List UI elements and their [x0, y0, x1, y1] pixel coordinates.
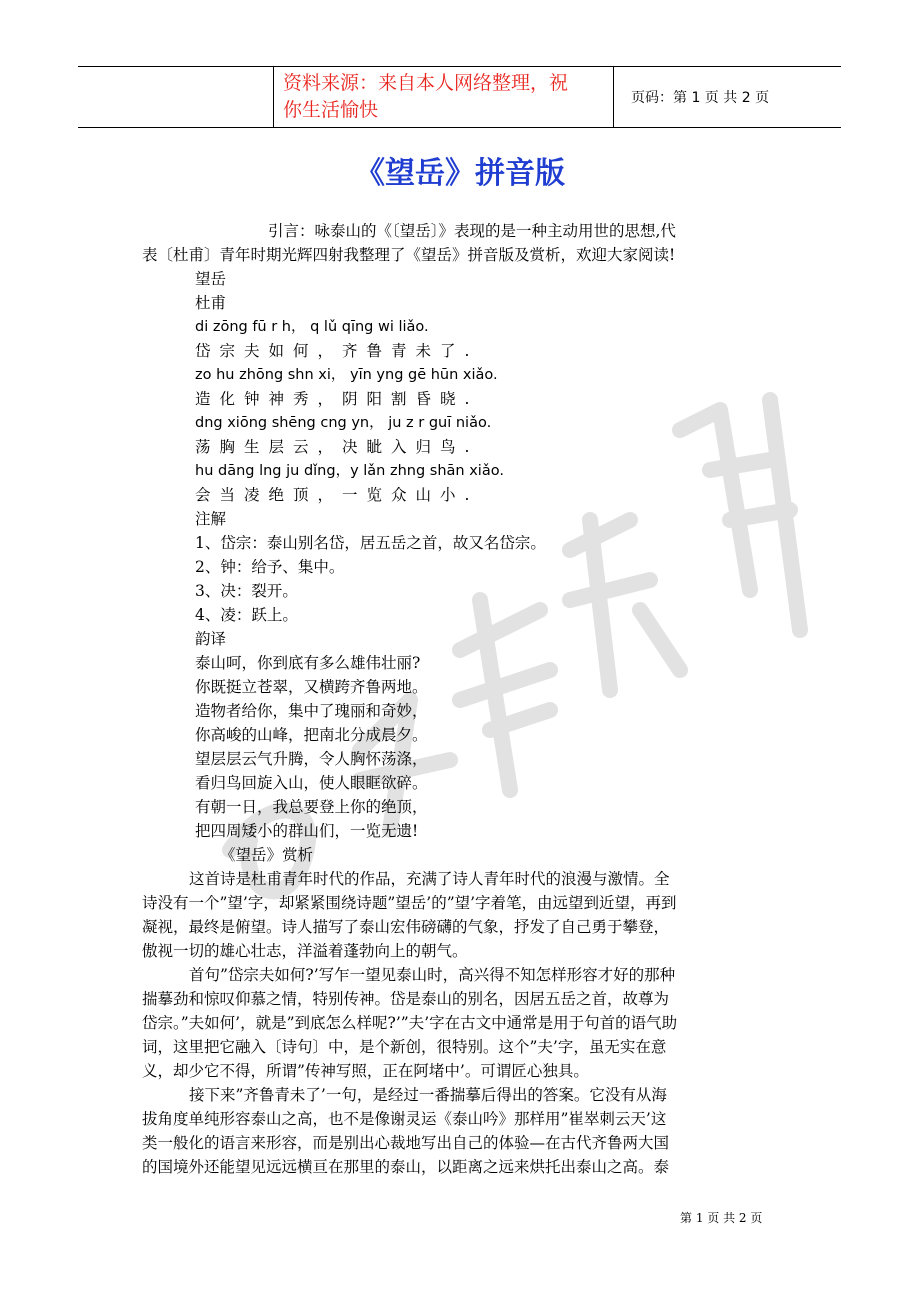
translation-line-6: 看归鸟回旋入山，使人眼眶欲碎。: [195, 774, 428, 792]
notes-heading: 注解: [195, 510, 227, 528]
translation-line-5: 望层层云气升腾，令人胸怀荡涤，: [195, 750, 428, 768]
appreciation-p2-line: 揣摹劲和惊叹仰慕之情，特别传神。岱是泰山的别名，因居五岳之首，故尊为: [142, 990, 670, 1008]
note-item-3: 3、决：裂开。: [195, 582, 298, 600]
note-item-1: 1、岱宗：泰山别名岱，居五岳之首，故又名岱宗。: [195, 534, 546, 552]
appreciation-p3-line: 类一般化的语言来形容，而是别出心裁地写出自己的体验—在古代齐鲁两大国: [142, 1134, 670, 1152]
note-item-2: 2、钟：给予、集中。: [195, 558, 345, 576]
translation-line-3: 造物者给你，集中了瑰丽和奇妙，: [195, 702, 428, 720]
page-title: 《望岳》拼音版: [355, 156, 565, 191]
appreciation-p1-line: 这首诗是杜甫青年时代的作品，充满了诗人青年时代的浪漫与激情。全: [189, 870, 670, 888]
poem-pinyin-1: di zōng fū r h， q lǔ qīng wi liǎo.: [195, 319, 429, 335]
header-source-line2: 你生活愉快: [283, 99, 379, 121]
translation-line-4: 你高峻的山峰，把南北分成晨夕。: [195, 726, 428, 744]
poem-pinyin-4: hu dāng lng ju dǐng，y lǎn zhng shān xiǎo.: [195, 463, 504, 479]
appreciation-p2-line: 义，却少它不得，所谓”传神写照，正在阿堵中’。可谓匠心独具。: [142, 1062, 589, 1080]
appreciation-paragraph-3: [142, 1083, 774, 1179]
note-item-4: 4、凌：跃上。: [195, 606, 298, 624]
appreciation-p1-line: 诗没有一个”望’字，却紧紧围绕诗题”望岳’的”望’字着笔，由远望到近望，再到: [142, 894, 677, 912]
appreciation-paragraph-1: [142, 867, 774, 963]
header-table: [78, 66, 841, 128]
appreciation-p2-line: 词，这里把它融入〔诗句〕中，是个新创，很特别。这个”夫’字，虽无实在意: [142, 1038, 667, 1056]
translation-line-8: 把四周矮小的群山们，一览无遗!: [195, 822, 419, 840]
appreciation-p3-line: 接下来”齐鲁青未了’一句，是经过一番揣摹后得出的答案。它没有从海: [189, 1086, 667, 1104]
translation-line-7: 有朝一日，我总要登上你的绝顶，: [195, 798, 428, 816]
page-footer: 第 1 页 共 2 页: [680, 1211, 763, 1225]
translation-heading: 韵译: [195, 630, 227, 648]
appreciation-p3-line: 的国境外还能望见远远横亘在那里的泰山，以距离之远来烘托出泰山之高。泰: [142, 1158, 670, 1176]
appreciation-p3-line: 拔角度单纯形容泰山之高，也不是像谢灵运《泰山吟》那样用”崔崒刺云天’这: [142, 1110, 667, 1128]
header-source-line1: 资料来源：来自本人网络整理，祝: [283, 72, 569, 94]
appreciation-paragraph-2: [142, 963, 774, 1083]
poem-pinyin-2: zo hu zhōng shn xi， yīn yng gē hūn xiǎo.: [195, 367, 498, 383]
poem-line-1: 岱宗夫如何，齐鲁青未了.: [195, 342, 479, 360]
translation-line-2: 你既挺立苍翠，又横跨齐鲁两地。: [195, 678, 428, 696]
appreciation-p2-line: 首句”岱宗夫如何?’写乍一望见泰山时，高兴得不知怎样形容才好的那种: [189, 966, 676, 984]
header-source-cell: [274, 67, 614, 127]
appreciation-p2-line: 岱宗。”夫如何’，就是”到底怎么样呢?’”夫’字在古文中通常是用于句首的语气助: [142, 1014, 678, 1032]
appreciation-p1-line: 凝视，最终是俯望。诗人描写了泰山宏伟磅礴的气象，抒发了自己勇于攀登，: [142, 918, 670, 936]
poem-line-4: 会当凌绝顶，一览众山小.: [195, 486, 479, 504]
appreciation-heading: 《望岳》赏析: [220, 846, 314, 864]
poem-title: 望岳: [195, 270, 227, 288]
intro-line-2: 表〔杜甫〕青年时期光辉四射我整理了《望岳》拼音版及赏析，欢迎大家阅读!: [142, 246, 676, 264]
translation-line-1: 泰山呵，你到底有多么雄伟壮丽?: [195, 654, 421, 672]
poem-pinyin-3: dng xiōng shēng cng yn， ju z r guī niǎo.: [195, 415, 492, 431]
header-cell-empty: [78, 67, 274, 127]
poem-line-3: 荡胸生层云，决眦入归鸟.: [195, 438, 479, 456]
appreciation-p1-line: 傲视一切的雄心壮志，洋溢着蓬勃向上的朝气。: [142, 942, 468, 960]
poem-line-2: 造化钟神秀，阴阳割昏晓.: [195, 390, 479, 408]
poem-author: 杜甫: [195, 294, 227, 312]
intro-line-1: 引言：咏泰山的《〔望岳〕》表现的是一种主动用世的思想,代: [268, 222, 676, 240]
header-page-info: 页码：第 1 页 共 2 页: [631, 90, 770, 106]
